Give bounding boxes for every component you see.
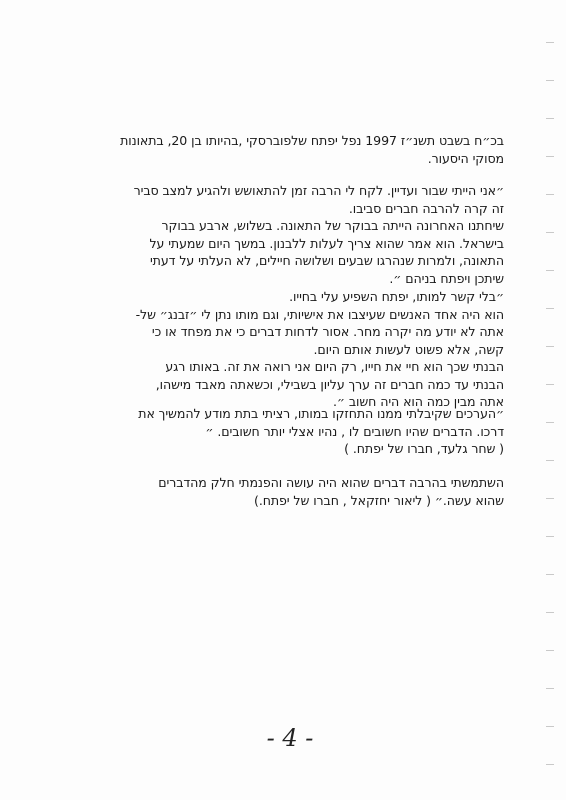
margin-tick-mark xyxy=(546,688,554,689)
paragraph-quote-2 xyxy=(34,288,504,411)
text-line: ״בלי קשר למותו, יפתח השפיע עלי בחייו. xyxy=(289,289,504,304)
text-line: השתמשתי בהרבה דברים שהוא היה עושה והפנמתי חלק מהדברים xyxy=(158,475,504,490)
text-line: מסוקי היסעור. xyxy=(427,150,504,166)
text-line: ״הערכים שקיבלתי ממנו התחזקו במותו, רציתי בתת מודע להמשיך את xyxy=(138,406,504,421)
paragraph-quote-1 xyxy=(34,182,504,287)
margin-tick-mark xyxy=(546,232,554,233)
text-line: הוא היה אחד האנשים שעיצבו את אישיותי, וגם מותו נתן לי ״זבנג״ של- xyxy=(135,306,504,322)
margin-tick-mark xyxy=(546,726,554,727)
text-line: התאונה, ולמרות שנהרגו שבעים ושלושה חיילים, לא העלתי על דעתי xyxy=(149,253,504,268)
text-line: זה קרה להרבה חברים סביבו. xyxy=(348,200,504,216)
paragraph-quote-4 xyxy=(34,474,504,509)
page-number: - 4 - xyxy=(266,724,314,752)
text-line: קשה, אלא פשוט לעשות אותם היום. xyxy=(313,341,504,357)
margin-tick-mark xyxy=(546,574,554,575)
margin-tick-mark xyxy=(546,422,554,423)
margin-tick-mark xyxy=(546,308,554,309)
margin-tick-mark xyxy=(546,498,554,499)
text-line: ״אני הייתי שבור ועדיין. לקח לי הרבה זמן להתאושש ולהגיע למצב סביר xyxy=(133,183,504,198)
margin-tick-mark xyxy=(546,194,554,195)
margin-tick-mark xyxy=(546,460,554,461)
text-line: שיתכן ויפתח בניהם ״. xyxy=(389,270,504,286)
paragraph-intro xyxy=(34,132,504,167)
margin-tick-mark xyxy=(546,118,554,119)
margin-tick-mark xyxy=(546,270,554,271)
margin-tick-mark xyxy=(546,80,554,81)
attribution-line: שהוא עשה.״ ( ליאור יחזקאל , חברו של יפתח.) xyxy=(254,492,504,508)
text-line: הבנתי עד כמה חברים זה ערך עליון בשבילי, וכשאתה מאבד מישהו, xyxy=(155,376,504,392)
attribution-line: ( שחר גלעד, חברו של יפתח. ) xyxy=(344,441,504,456)
margin-tick-mark xyxy=(546,156,554,157)
margin-tick-mark xyxy=(546,764,554,765)
margin-tick-mark xyxy=(546,536,554,537)
margin-tick-mark xyxy=(546,650,554,651)
text-line: דרכו. הדברים שהיו חשובים לו , נהיו אצלי יותר חשובים. ״ xyxy=(205,423,504,439)
margin-tick-mark xyxy=(546,612,554,613)
text-line: בכ״ח בשבט תשנ״ז 1997 נפל יפתח שלפוברסקי ,בהיותו בן 20, בתאונות xyxy=(120,133,504,148)
margin-tick-mark xyxy=(546,346,554,347)
paragraph-quote-3 xyxy=(34,405,504,458)
text-line: אתה מבין כמה הוא היה חשוב ״. xyxy=(333,394,504,409)
margin-marks xyxy=(542,0,554,800)
text-line: שיחתנו האחרונה הייתה בבוקר של התאונה. בשלוש, ארבע בבוקר xyxy=(161,218,504,233)
text-line: אתה לא יודע מה יקרה מחר. אסור לדחות דברים כי את מפחד או כי xyxy=(151,324,504,339)
text-line: הבנתי שכך הוא חיי את חייו, רק היום אני רואה את זה. באותו רגע xyxy=(165,359,504,374)
text-line: בישראל. הוא אמר שהוא צריך לעלות ללבנון. במשך היום שמעתי על xyxy=(149,235,504,251)
margin-tick-mark xyxy=(546,42,554,43)
margin-tick-mark xyxy=(546,384,554,385)
